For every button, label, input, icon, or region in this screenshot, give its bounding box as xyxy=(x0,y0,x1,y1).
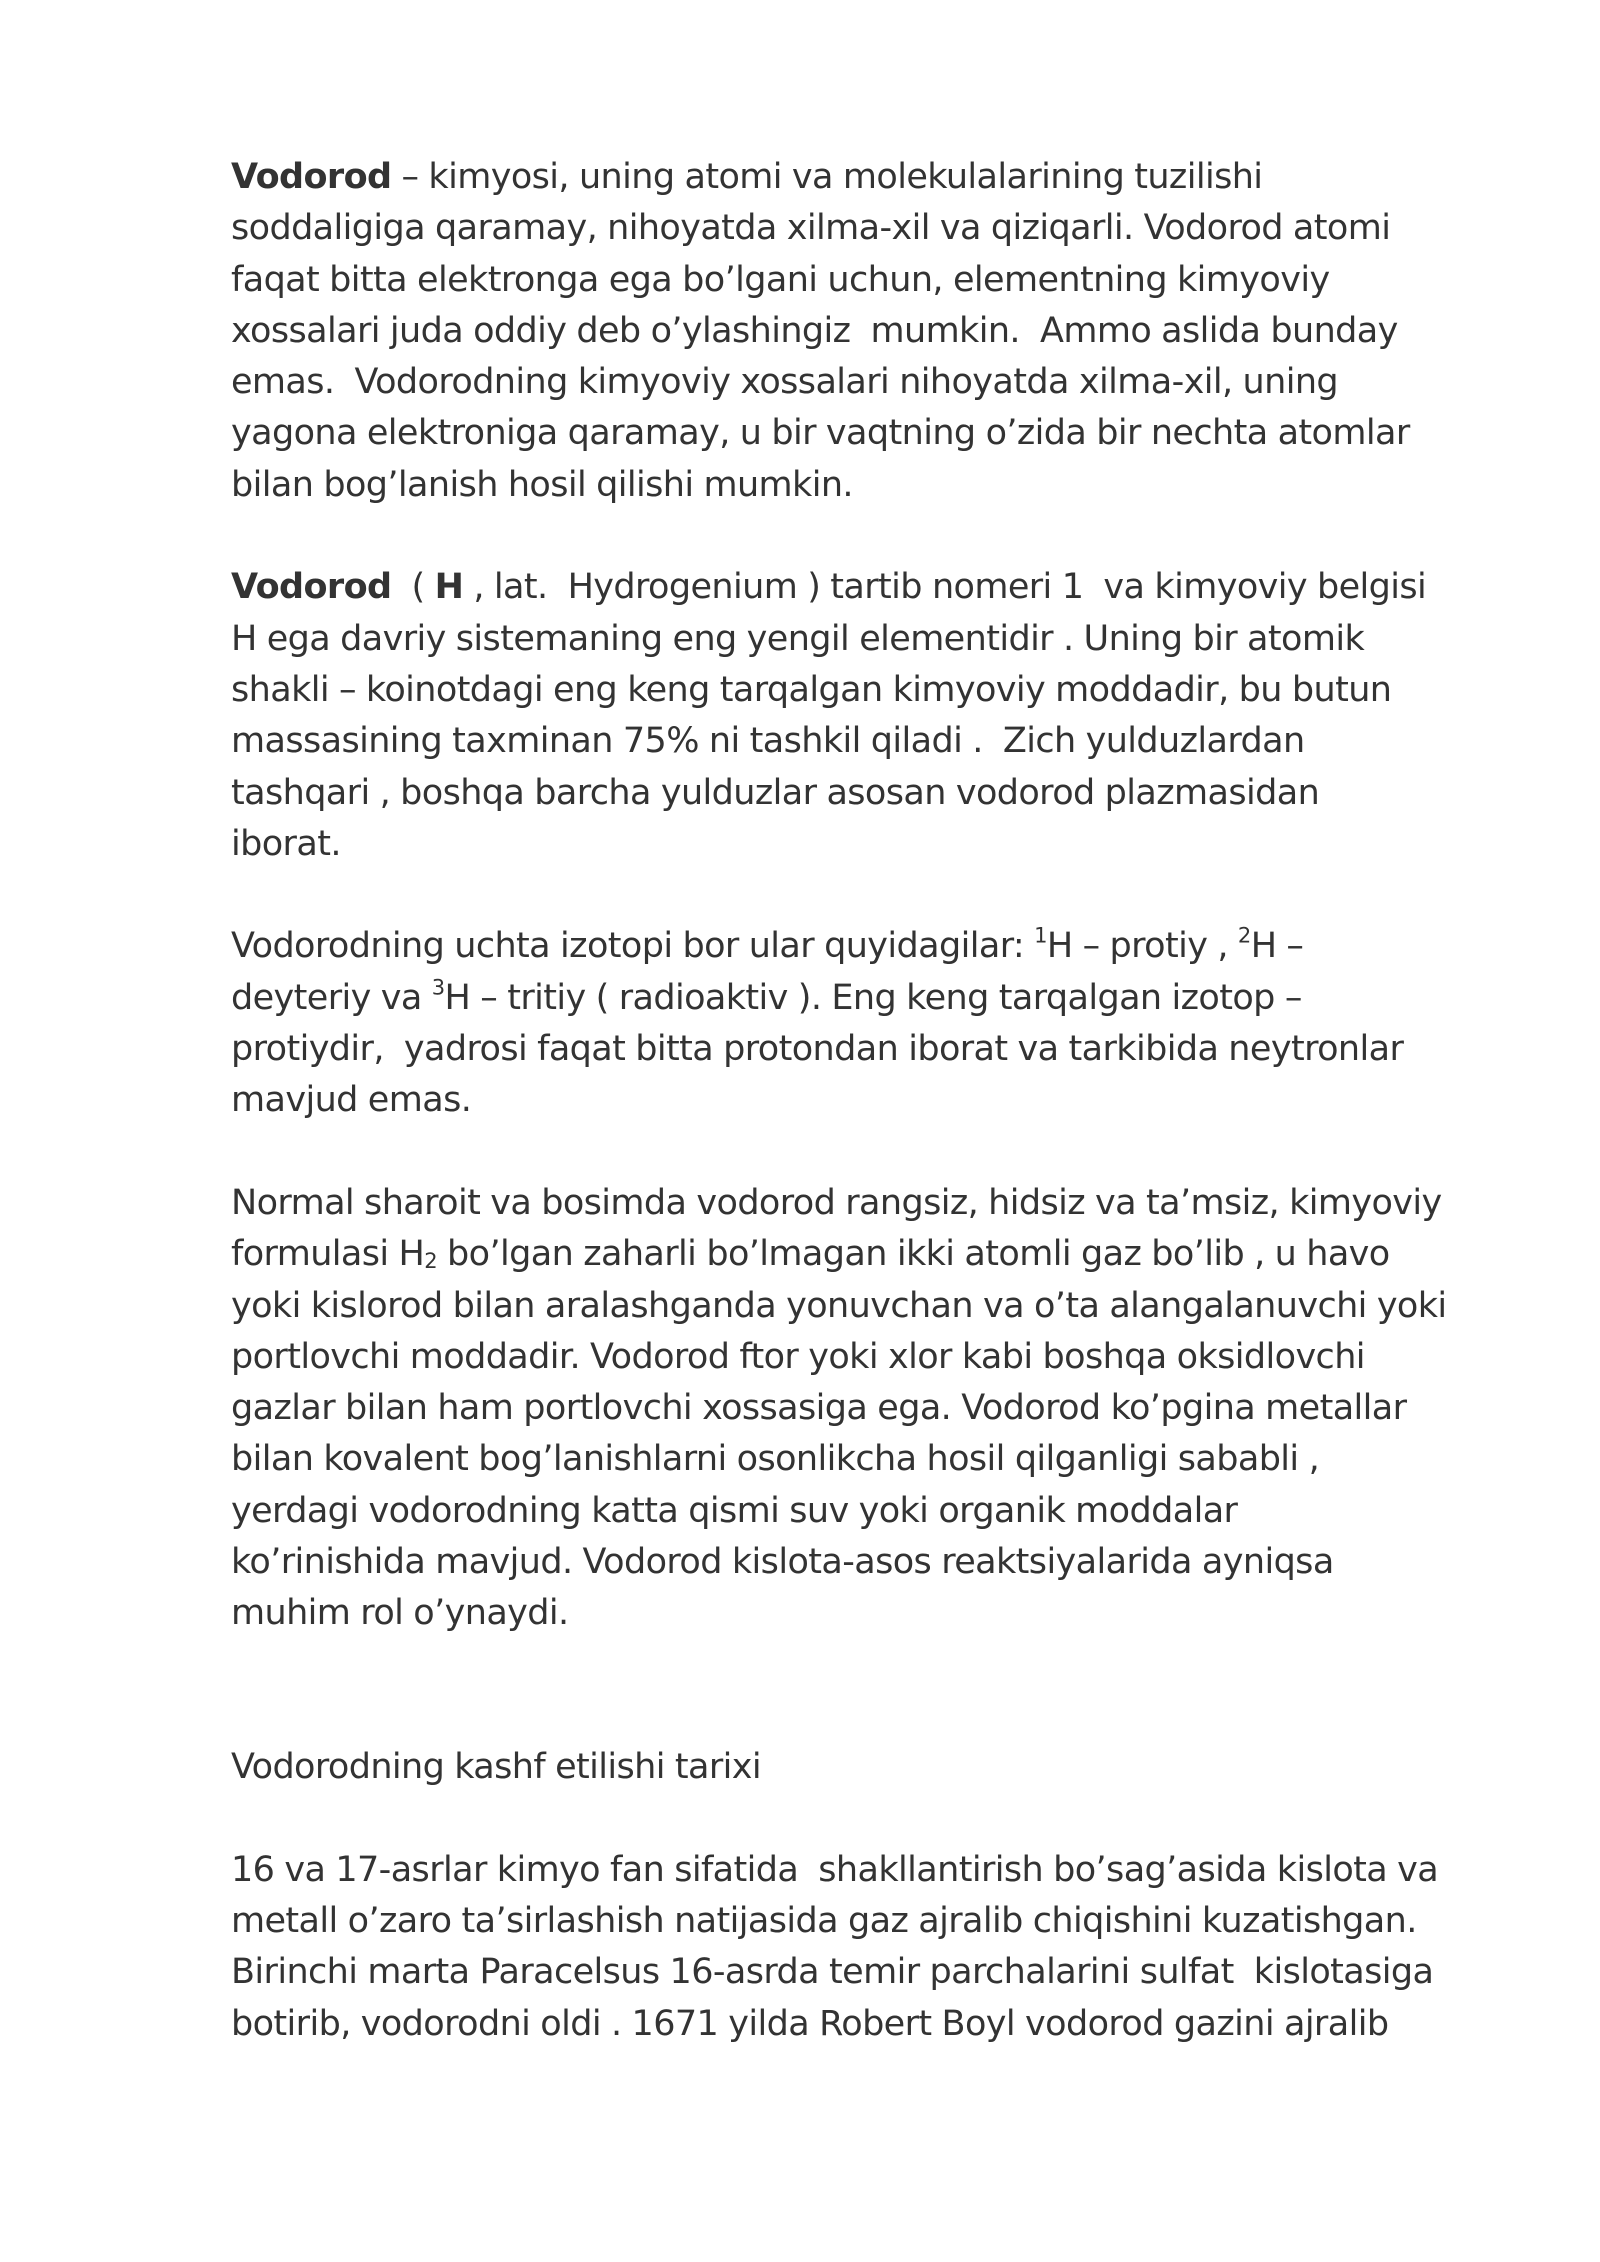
paragraph-text: – kimyosi, uning atomi va molekulalarining tuzilishi soddaligiga qaramay, nihoyatda xilma-xil va qiziqarli. Vodorod atomi faqat bitta elektronga ega bo’lgani uchun, elementning kimyoviy xossalari juda oddiy deb o’ylashingiz mumkin. Ammo aslida bunday emas. Vodorodning kimyoviy xossalari nihoyatda xilma-xil, uning yagona elektroniga qaramay, u bir vaqtning o’zida bir nechta atomlar bilan bog’lanish hosil qilishi mumkin. xyxy=(231,157,1410,505)
paragraph-text: H – tritiy ( radioaktiv ). Eng keng tarqalgan izotop – protiydir, yadrosi faqat bitta protondan iborat va tarkibida neytronlar mavjud emas. xyxy=(231,977,1404,1121)
paragraph-intro xyxy=(231,152,1531,511)
mass-number: 2 xyxy=(1237,923,1251,948)
document-body xyxy=(231,152,1531,2101)
bold-symbol: H xyxy=(434,567,464,608)
bold-term: Vodorod xyxy=(231,567,392,608)
paragraph-text: H – deyteriy va xyxy=(231,926,1304,1018)
paragraph-text: 16 va 17-asrlar kimyo fan sifatida shakllantirish bo’sag’asida kislota va metall o’zaro ta’sirlashish natijasida gaz ajralib chiqishini kuzatishgan. Birinchi marta Paracelsus 16-asrda temir parchalarini sulfat kislotasiga botirib, vodorodni oldi . 1671 yilda Robert Boyl vodorod gazini ajralib xyxy=(231,1849,1439,2044)
bold-term: Vodorod xyxy=(231,157,392,197)
paragraph-text: bo’lgan zaharli bo’lmagan ikki atomli gaz bo’lib , u havo yoki kislorod bilan aralashganda yonuvchan va o’ta alangalanuvchi yoki portlovchi moddadir. Vodorod ftor yoki xlor kabi boshqa oksidlovchi gazlar bilan ham portlovchi xossasiga ega. Vodorod ko’pgina metallar bilan kovalent bog’lanishlarni osonlikcha hosil qilganligi sababli , yerdagi vodorodning katta qismi suv yoki organik moddalar ko’rinishida mavjud. Vodorod kislota-asos reaktsiyalarida ayniqsa muhim rol o’ynaydi. xyxy=(231,1234,1447,1634)
paragraph-properties xyxy=(231,1178,1531,1640)
mass-number: 1 xyxy=(1034,923,1047,948)
paragraph-text: Vodorodning uchta izotopi bor ular quyidagilar: xyxy=(231,926,1035,967)
paragraph-text: , lat. Hydrogenium ) tartib nomeri 1 va kimyoviy belgisi H ega davriy sistemaning eng yengil elementidir . Uning bir atomik shakli – koinotdagi eng keng tarqalgan kimyoviy moddadir, bu butun massasining taxminan 75% ni tashkil qiladi . Zich yulduzlardan tashqari , boshqa barcha yulduzlar asosan vodorod plazmasidan iborat. xyxy=(231,567,1427,864)
paragraph-isotopes xyxy=(231,921,1531,1126)
paragraph-text: H – protiy , xyxy=(1046,926,1238,967)
paragraph-text: ( xyxy=(391,567,435,608)
paragraph-definition xyxy=(231,562,1531,870)
paragraph-history xyxy=(231,1845,1531,2050)
formula-subscript: 2 xyxy=(424,1249,438,1274)
section-heading: Vodorodning kashf etilishi tarixi xyxy=(231,1747,762,1788)
mass-number: 3 xyxy=(431,975,445,1000)
paragraph-text: Normal sharoit va bosimda vodorod rangsiz, hidsiz va ta’msiz, kimyoviy formulasi H xyxy=(231,1182,1442,1275)
